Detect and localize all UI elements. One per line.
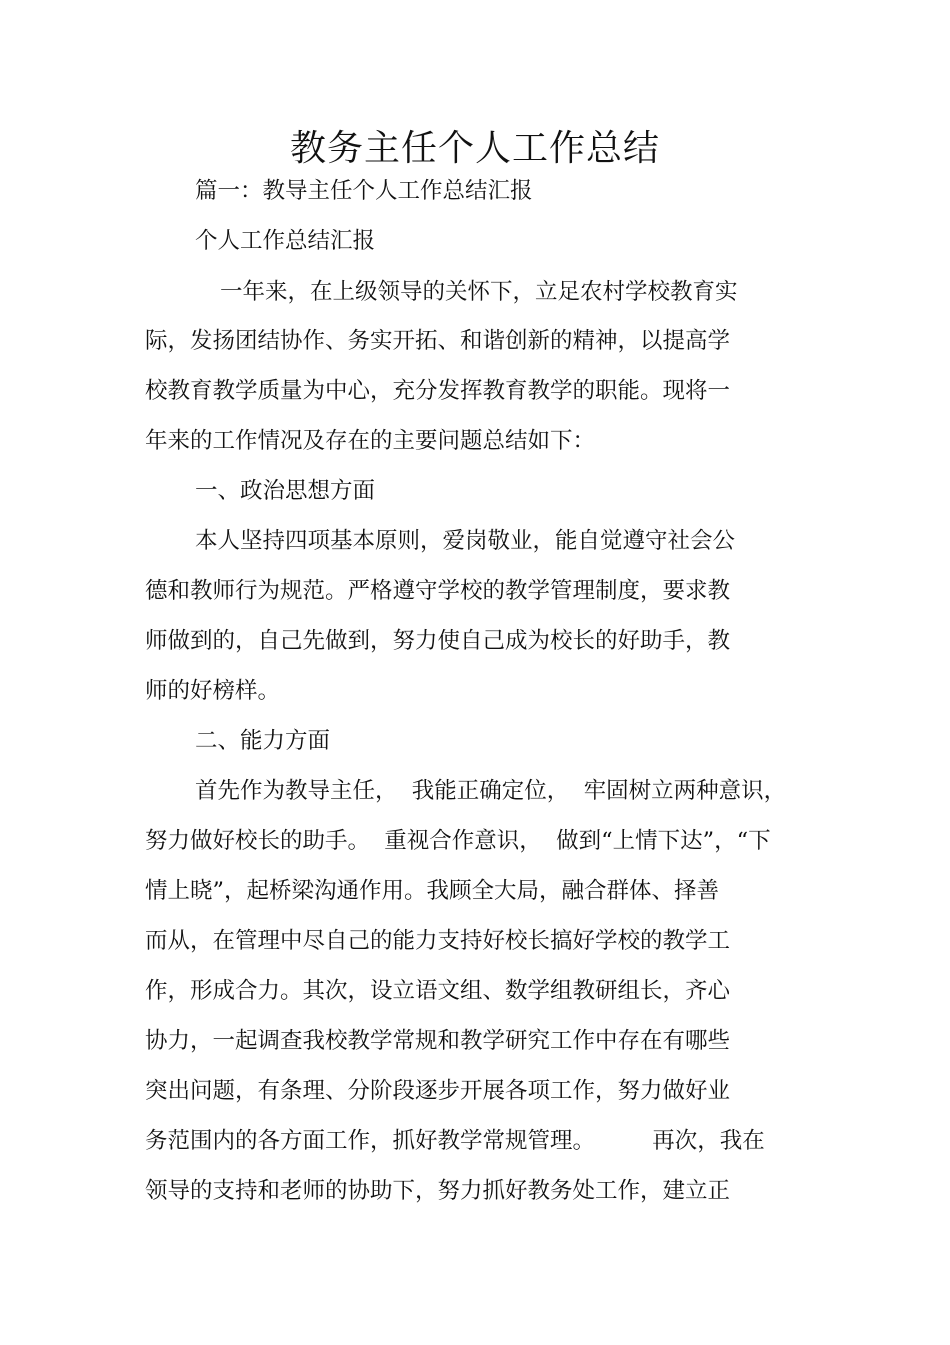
paragraph-line: 努力做好校长的助手。 重视合作意识， 做到“上情下达”，“下 [145,828,771,854]
section-heading: 篇一：教导主任个人工作总结汇报 [195,178,533,204]
paragraph-line: 年来的工作情况及存在的主要问题总结如下： [145,428,596,454]
paragraph-line: 作，形成合力。其次，设立语文组、数学组教研组长，齐心 [145,978,731,1004]
paragraph-line: 校教育教学质量为中心，充分发挥教育教学的职能。现将一 [145,378,731,404]
paragraph-line: 务范围内的各方面工作，抓好教学常规管理。 再次，我在 [145,1128,765,1154]
section-heading: 一、政治思想方面 [195,478,376,504]
paragraph-line: 而从，在管理中尽自己的能力支持好校长搞好学校的教学工 [145,928,731,954]
paragraph-line: 一年来，在上级领导的关怀下，立足农村学校教育实 [220,279,738,305]
subheading: 个人工作总结汇报 [195,228,376,254]
paragraph-line: 情上晓”，起桥梁沟通作用。我顾全大局，融合群体、择善 [145,878,720,904]
paragraph-line: 德和教师行为规范。严格遵守学校的教学管理制度，要求教 [145,578,731,604]
paragraph-line: 突出问题，有条理、分阶段逐步开展各项工作，努力做好业 [145,1078,731,1104]
paragraph-line: 首先作为教导主任， 我能正确定位， 牢固树立两种意识， [195,778,787,804]
paragraph-line: 本人坚持四项基本原则，爱岗敬业，能自觉遵守社会公 [195,528,736,554]
paragraph-line: 领导的支持和老师的协助下，努力抓好教务处工作，建立正 [145,1178,731,1204]
paragraph-line: 师做到的，自己先做到，努力使自己成为校长的好助手，教 [145,628,731,654]
paragraph-line: 协力，一起调查我校教学常规和教学研究工作中存在有哪些 [145,1028,731,1054]
paragraph-line: 际，发扬团结协作、务实开拓、和谐创新的精神，以提高学 [145,328,731,354]
section-heading: 二、能力方面 [195,728,331,754]
paragraph-line: 师的好榜样。 [145,678,281,704]
document-title: 教务主任个人工作总结 [289,128,660,169]
